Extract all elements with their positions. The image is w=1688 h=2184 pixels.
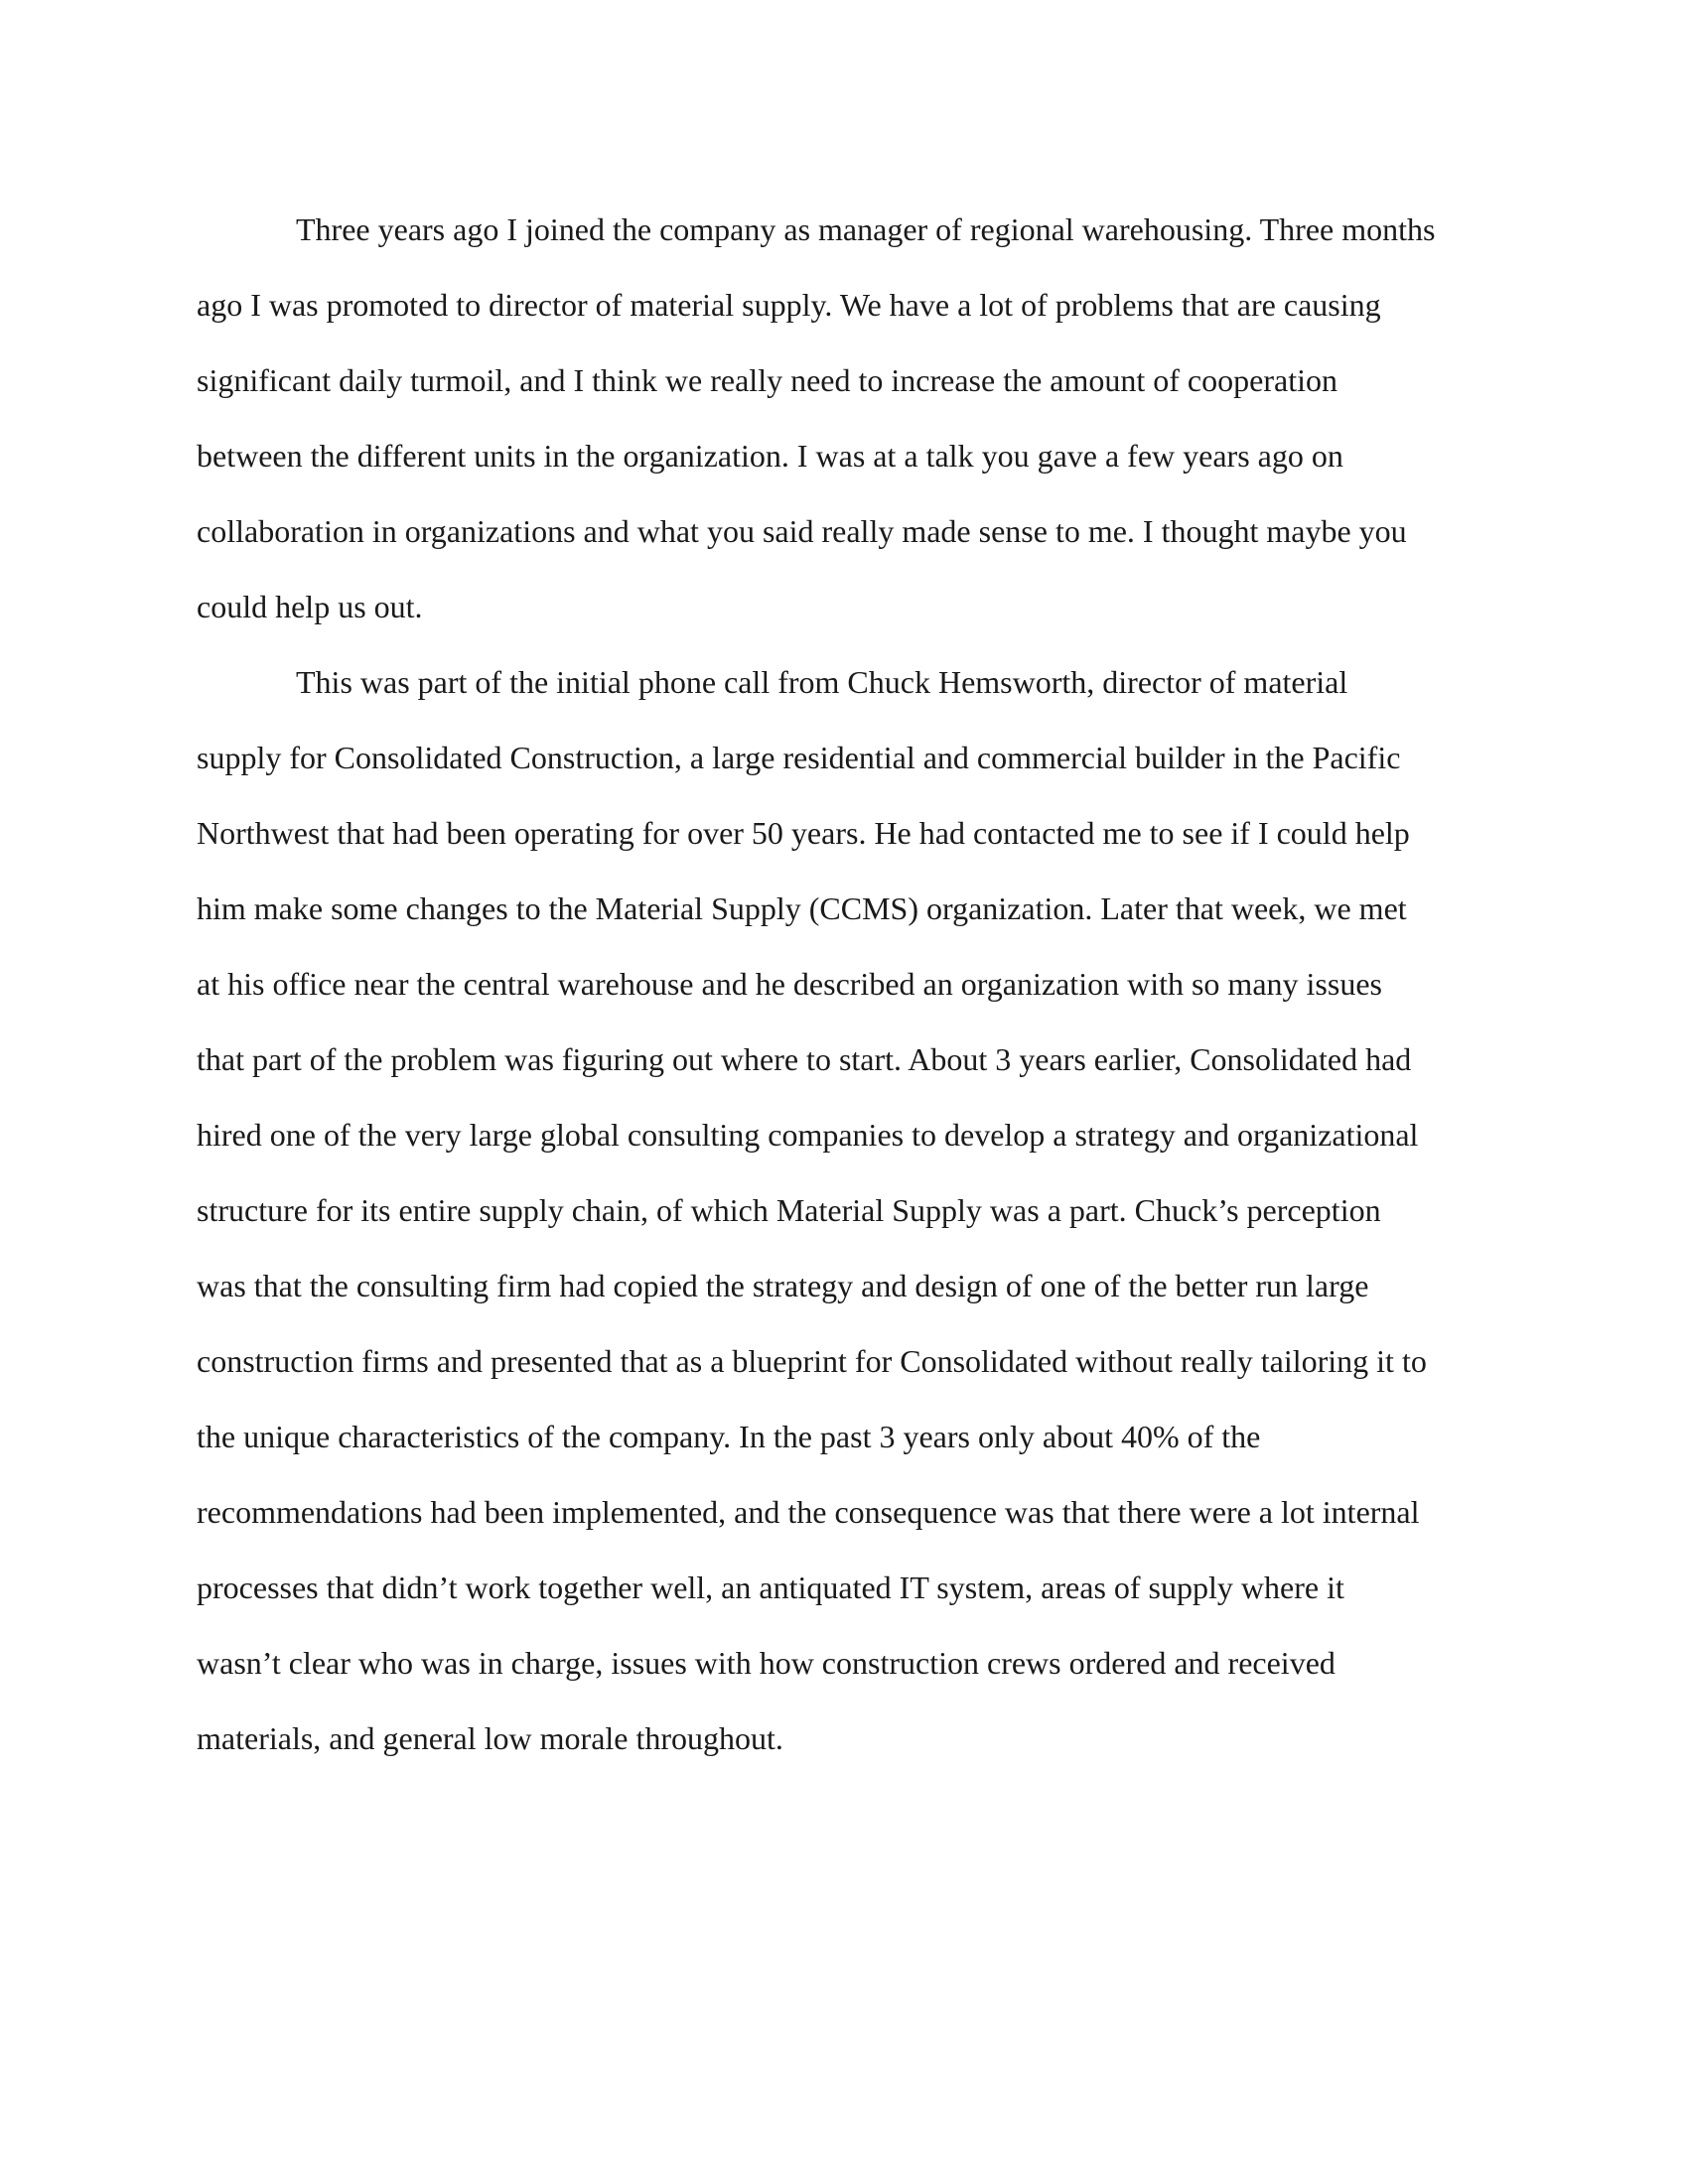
paragraph-1 — [197, 192, 1497, 644]
text-line: significant daily turmoil, and I think we really need to increase the amount of cooperation — [197, 362, 1337, 398]
text-line: Northwest that had been operating for over 50 years. He had contacted me to see if I could help — [197, 815, 1410, 851]
text-line: supply for Consolidated Construction, a large residential and commercial builder in the Pacific — [197, 740, 1401, 775]
text-line: wasn’t clear who was in charge, issues with how construction crews ordered and received — [197, 1645, 1336, 1681]
text-line: ago I was promoted to director of material supply. We have a lot of problems that are causing — [197, 287, 1381, 323]
text-line: between the different units in the organization. I was at a talk you gave a few years ago on — [197, 438, 1343, 474]
text-line: recommendations had been implemented, and the consequence was that there were a lot internal — [197, 1494, 1420, 1530]
text-line: construction firms and presented that as a blueprint for Consolidated without really tailoring it to — [197, 1343, 1427, 1379]
text-line: at his office near the central warehouse and he described an organization with so many issues — [197, 966, 1382, 1002]
body-text — [197, 192, 1497, 1776]
text-line: could help us out. — [197, 589, 423, 624]
text-line: that part of the problem was figuring out where to start. About 3 years earlier, Consolidated had — [197, 1041, 1412, 1077]
text-line: Three years ago I joined the company as manager of regional warehousing. Three months — [296, 211, 1436, 247]
text-line: This was part of the initial phone call from Chuck Hemsworth, director of material — [296, 664, 1348, 700]
text-line: materials, and general low morale throughout. — [197, 1720, 783, 1756]
text-line: was that the consulting firm had copied the strategy and design of one of the better run large — [197, 1268, 1369, 1303]
text-line: collaboration in organizations and what you said really made sense to me. I thought maybe you — [197, 513, 1407, 549]
text-line: the unique characteristics of the company. In the past 3 years only about 40% of the — [197, 1419, 1261, 1454]
paragraph-2 — [197, 644, 1497, 1776]
text-line: him make some changes to the Material Supply (CCMS) organization. Later that week, we met — [197, 890, 1407, 926]
text-line: hired one of the very large global consulting companies to develop a strategy and organizational — [197, 1117, 1419, 1153]
text-line: structure for its entire supply chain, of which Material Supply was a part. Chuck’s perception — [197, 1192, 1381, 1228]
text-line: processes that didn’t work together well, an antiquated IT system, areas of supply where it — [197, 1570, 1344, 1605]
